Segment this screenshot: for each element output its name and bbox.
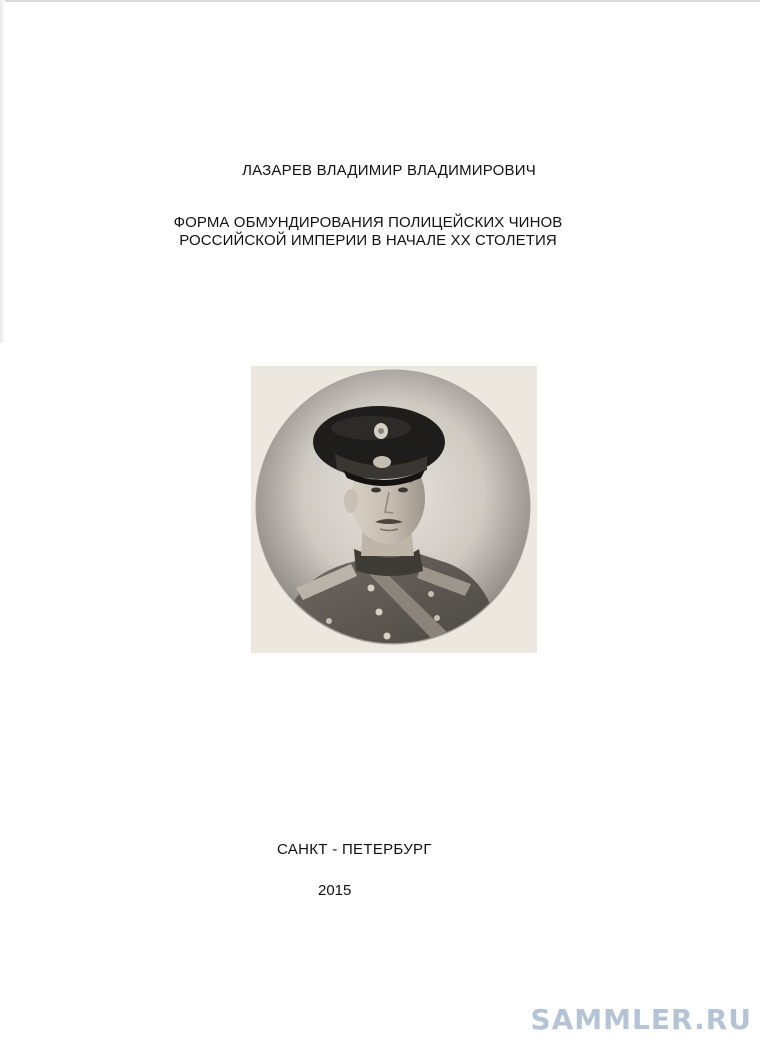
portrait-photo-image: [251, 366, 537, 653]
top-edge-line: [0, 0, 760, 2]
title-line-2: РОССИЙСКОЙ ИМПЕРИИ В НАЧАЛЕ XX СТОЛЕТИЯ: [179, 232, 557, 249]
portrait-photo: [251, 366, 537, 653]
book-title: [0, 214, 736, 250]
publication-city: САНКТ - ПЕТЕРБУРГ: [277, 841, 432, 858]
watermark: SAMMLER.RU: [530, 1003, 752, 1036]
publication-year: 2015: [318, 882, 352, 899]
title-line-1: ФОРМА ОБМУНДИРОВАНИЯ ПОЛИЦЕЙСКИХ ЧИНОВ: [173, 214, 563, 231]
author-name: ЛАЗАРЕВ ВЛАДИМИР ВЛАДИМИРОВИЧ: [242, 162, 536, 179]
